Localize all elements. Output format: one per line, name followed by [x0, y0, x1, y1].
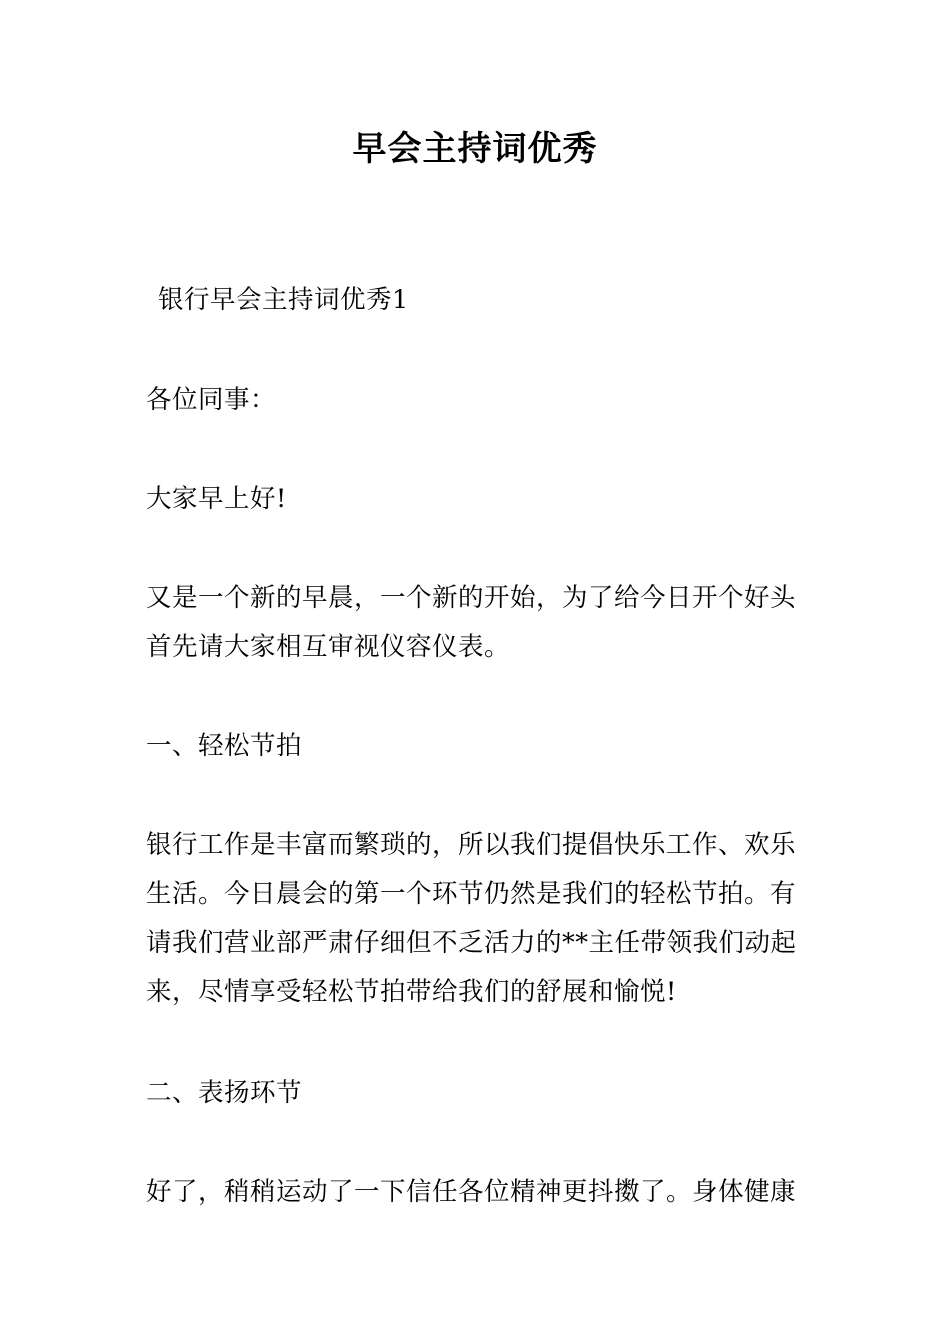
paragraph-line: 又是一个新的早晨，一个新的开始，为了给今日开个好头 [146, 583, 797, 613]
paragraph-line: 好了，稍稍运动了一下信任各位精神更抖擞了。身体健康 [146, 1177, 797, 1207]
paragraph-line: 生活。今日晨会的第一个环节仍然是我们的轻松节拍。有 [146, 879, 797, 909]
praise-paragraph [146, 1168, 808, 1217]
heading-praise-section: 二、表扬环节 [146, 1078, 303, 1108]
section-title: 银行早会主持词优秀1 [158, 285, 409, 315]
document-title: 早会主持词优秀 [352, 129, 598, 169]
greeting-text: 各位同事： [146, 385, 277, 415]
paragraph-line: 银行工作是丰富而繁琐的，所以我们提倡快乐工作、欢乐 [146, 830, 797, 860]
hello-text: 大家早上好! [146, 484, 287, 514]
paragraph-line: 来，尽情享受轻松节拍带给我们的舒展和愉悦! [146, 977, 677, 1007]
intro-paragraph [146, 574, 808, 672]
heading-relax-rhythm: 一、轻松节拍 [146, 731, 303, 761]
paragraph-line: 首先请大家相互审视仪容仪表。 [146, 632, 511, 662]
relax-rhythm-paragraph [146, 821, 808, 1017]
paragraph-line: 请我们营业部严肃仔细但不乏活力的**主任带领我们动起 [146, 928, 797, 958]
